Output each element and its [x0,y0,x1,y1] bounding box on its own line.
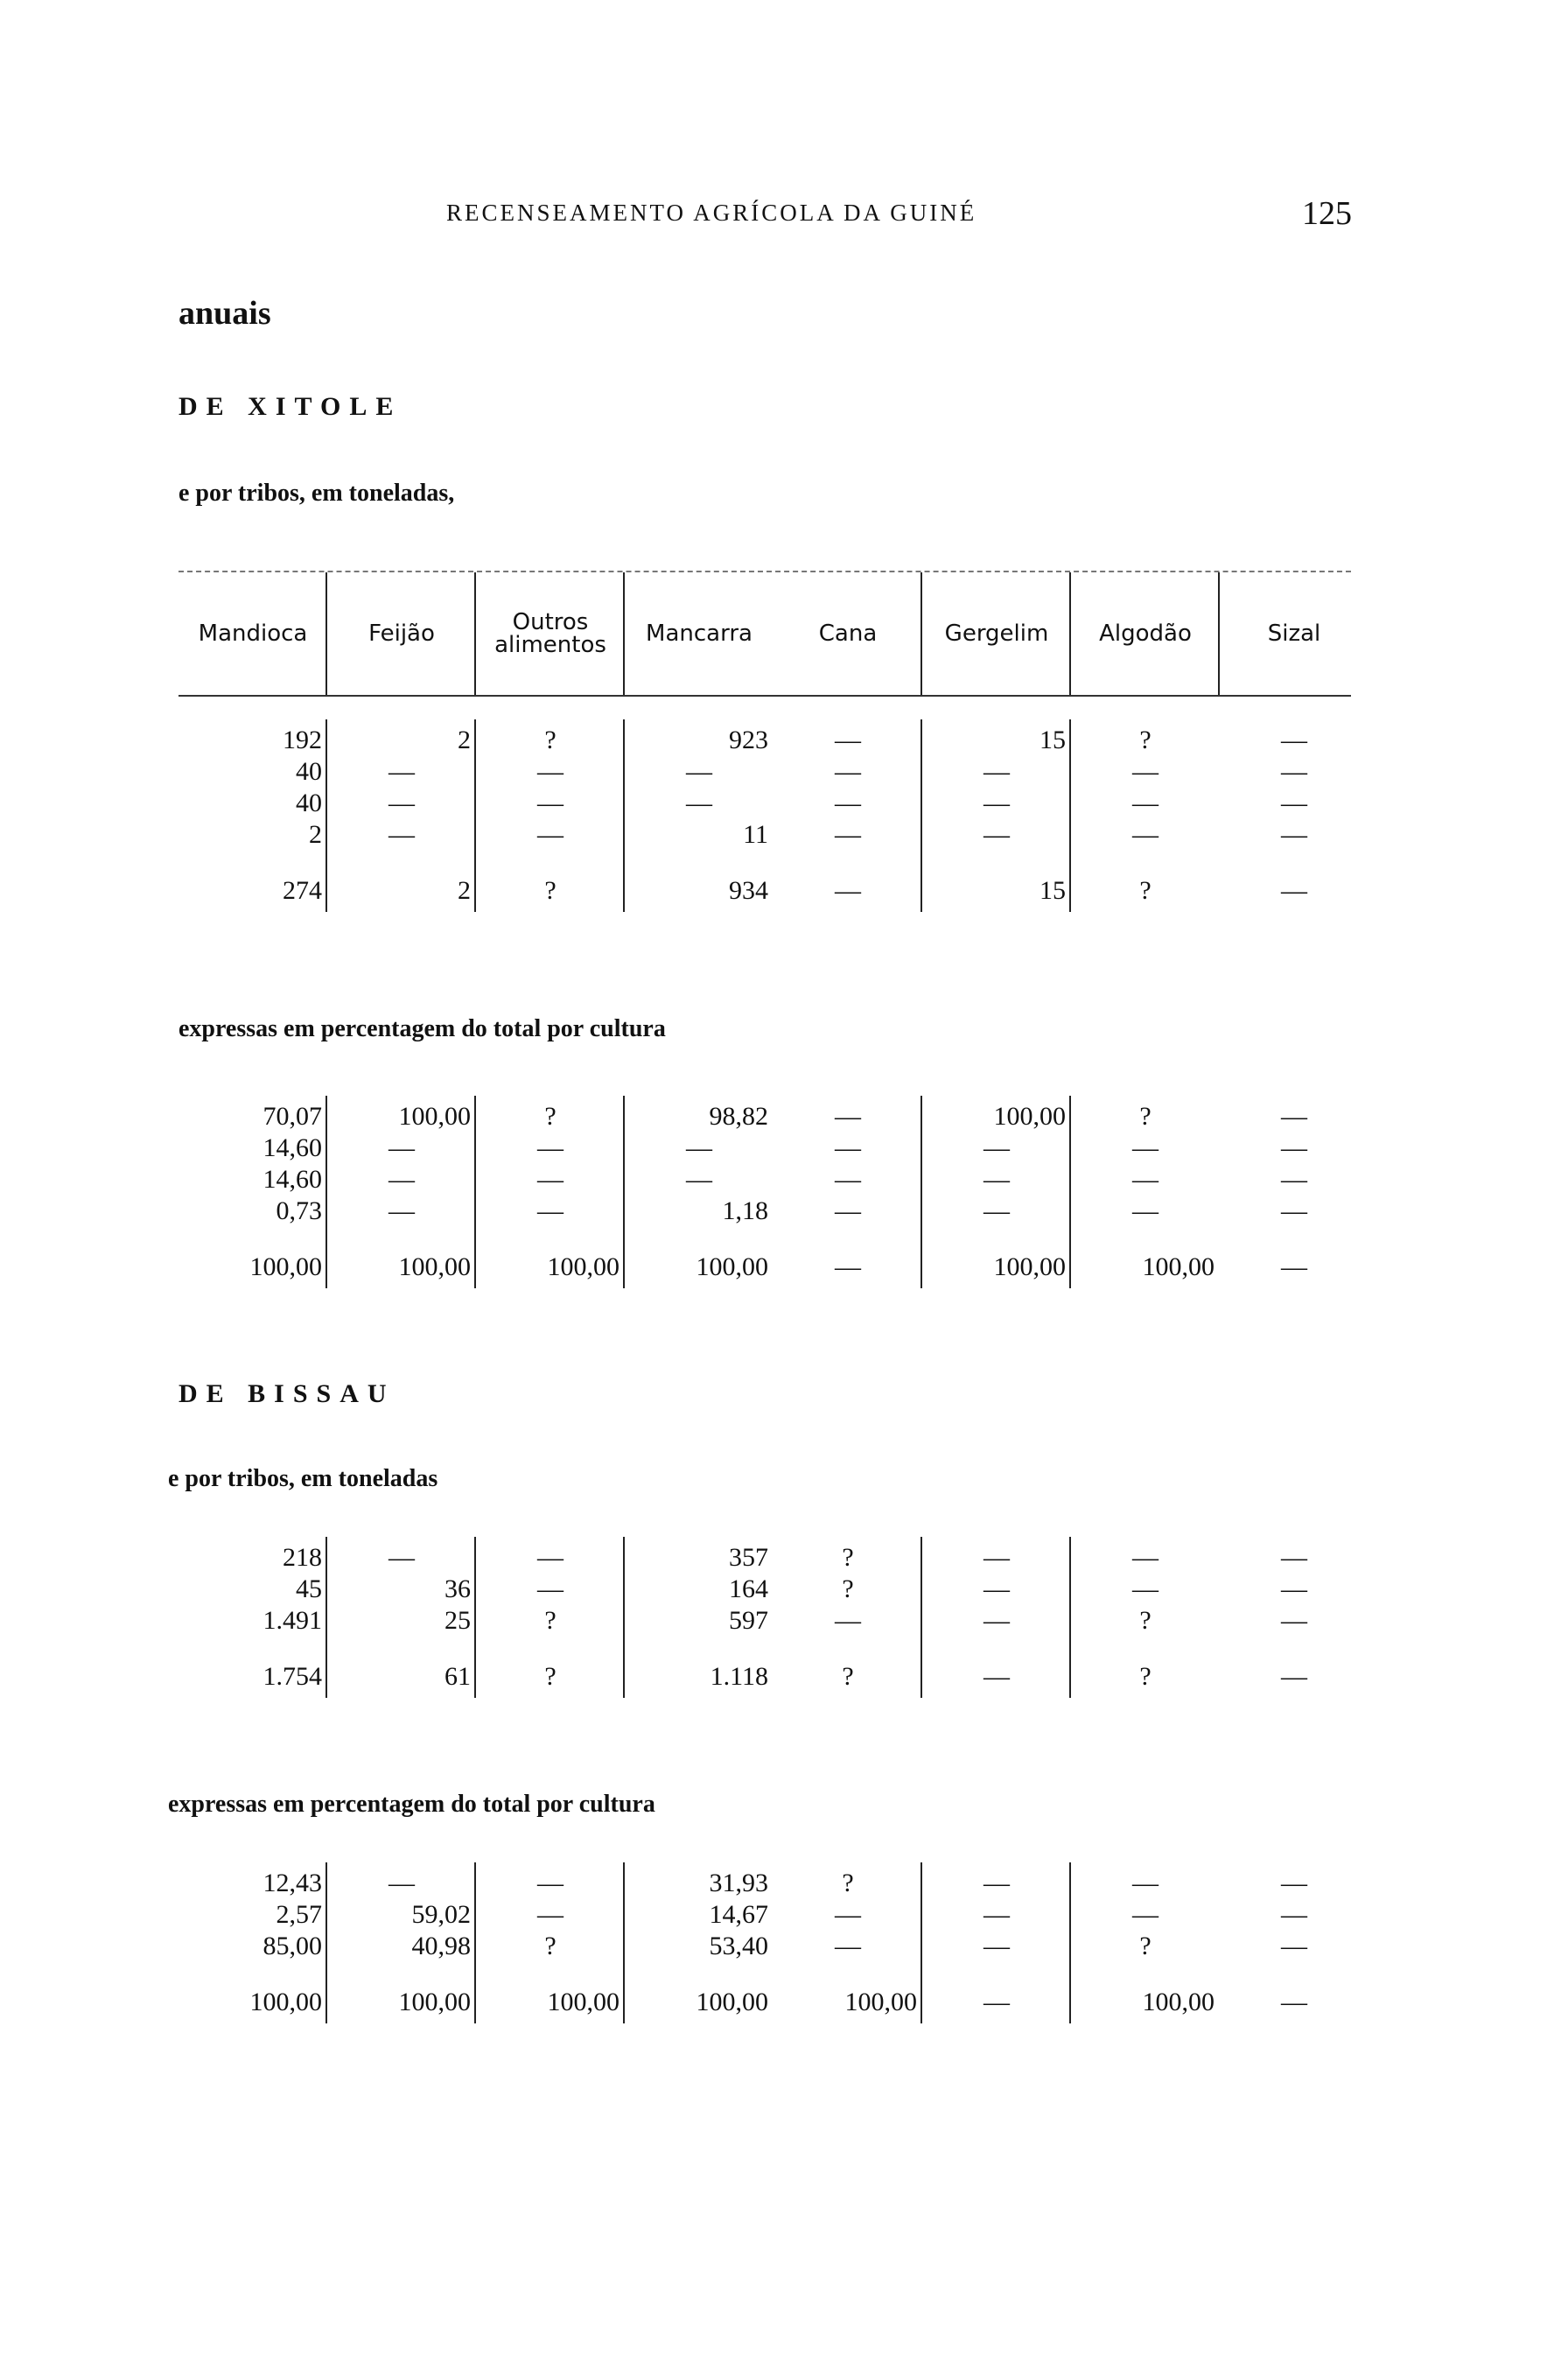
xitole-tons-cell-algodao: — [1132,789,1158,817]
bissau-tons-cell-feijao: 36 [444,1574,471,1603]
xitole-pct-cell-mancarra: — [686,1133,712,1162]
bissau-tons-cell-gergelim: — [984,1574,1010,1603]
bissau-tons-cell-mancarra: 164 [729,1574,768,1603]
bissau-pct-cell-feijao: 59,02 [411,1900,471,1929]
bissau-tons-cell-cana: ? [842,1574,854,1603]
column-rule [474,1862,476,2023]
xitole-pct-cell-feijao: 100,00 [398,1102,471,1131]
xitole-pct-cell-feijao: 100,00 [398,1252,471,1281]
xitole-pct-cell-mandioca: 70,07 [262,1102,322,1131]
xitole-pct-cell-outros-alimentos: ? [544,1102,556,1131]
xitole-pct-cell-cana: — [835,1102,861,1131]
bissau-pct-cell-cana: ? [842,1869,854,1897]
xitole-tons-cell-mancarra: — [686,789,712,817]
xitole-pct-cell-feijao: — [388,1165,415,1194]
bissau-pct-cell-mandioca: 12,43 [262,1869,322,1897]
xitole-tons-cell-sizal: — [1281,820,1307,849]
bissau-tons-cell-algodao: — [1132,1574,1158,1603]
bissau-pct-cell-cana: — [835,1932,861,1960]
xitole-tons-cell-algodao: ? [1139,726,1152,754]
bissau-pct-cell-feijao: 40,98 [411,1932,471,1960]
xitole-tons-cell-feijao: — [388,820,415,849]
bissau-tons-cell-cana: ? [842,1543,854,1572]
bissau-pct-cell-gergelim: — [984,1932,1010,1960]
column-rule [1069,1862,1071,2023]
xitole-tons-cell-mancarra: 923 [729,726,768,754]
xitole-tons-cell-gergelim: 15 [1040,726,1066,754]
column-rule [326,1096,327,1288]
xitole-pct-cell-gergelim: 100,00 [993,1102,1066,1131]
xitole-tons-cell-sizal: — [1281,757,1307,786]
bissau-tons-cell-gergelim: — [984,1606,1010,1635]
xitole-pct-cell-mandioca: 14,60 [262,1133,322,1162]
xitole-pct-cell-cana: — [835,1196,861,1225]
column-rule [920,1537,922,1698]
column-rule [1069,572,1071,695]
bissau-tons-cell-gergelim: — [984,1662,1010,1691]
xitole-tons-cell-sizal: — [1281,726,1307,754]
bissau-tons-cell-outros-alimentos: — [537,1574,564,1603]
bissau-tons-cell-mandioca: 218 [283,1543,322,1572]
bissau-pct-cell-cana: 100,00 [844,1988,917,2016]
column-header-cana: Cana [818,621,878,647]
xitole-pct-cell-outros-alimentos: — [537,1165,564,1194]
xitole-pct-cell-outros-alimentos: 100,00 [547,1252,620,1281]
bissau-tons-total-row [178,1661,1351,1693]
xitole-pct-cell-sizal: — [1281,1252,1307,1281]
xitole-tons-cell-mancarra: 934 [729,876,768,905]
xitole-pct-cell-outros-alimentos: — [537,1196,564,1225]
bissau-tons-cell-sizal: — [1281,1606,1307,1635]
xitole-pct-cell-algodao: 100,00 [1142,1252,1214,1281]
bissau-tons-row [178,1605,1351,1637]
bissau-tons-cell-feijao: — [388,1543,415,1572]
bissau-pct-cell-cana: — [835,1900,861,1929]
bissau-tons-row [178,1574,1351,1605]
column-header-mandioca: Mandioca [198,621,308,647]
column-rule [623,719,625,912]
xitole-pct-cell-gergelim: — [984,1133,1010,1162]
bissau-pct-cell-gergelim: — [984,1900,1010,1929]
bissau-pct-table [178,1868,1351,2018]
bissau-pct-cell-sizal: — [1281,1988,1307,2016]
xitole-pct-row [178,1132,1351,1164]
bissau-pct-cell-gergelim: — [984,1988,1010,2016]
xitole-tons-cell-mancarra: — [686,757,712,786]
subtitle-bissau-tons: e por tribos, em toneladas [168,1465,438,1492]
bissau-tons-cell-mancarra: 597 [729,1606,768,1635]
xitole-tons-cell-outros-alimentos: ? [544,876,556,905]
bissau-tons-cell-gergelim: — [984,1543,1010,1572]
bissau-tons-cell-feijao: 25 [444,1606,471,1635]
column-rule [474,1537,476,1698]
xitole-tons-cell-feijao: — [388,789,415,817]
xitole-tons-cell-cana: — [835,757,861,786]
xitole-pct-cell-mandioca: 14,60 [262,1165,322,1194]
xitole-pct-cell-algodao: ? [1139,1102,1152,1131]
xitole-tons-row [178,725,1351,756]
bissau-pct-cell-outros-alimentos: — [537,1900,564,1929]
column-header-gergelim: Gergelim [944,621,1049,647]
xitole-tons-row [178,788,1351,819]
xitole-tons-cell-gergelim: — [984,820,1010,849]
column-rule [623,1537,625,1698]
column-rule [920,1096,922,1288]
bissau-tons-cell-outros-alimentos: ? [544,1606,556,1635]
xitole-tons-cell-feijao: 2 [458,726,471,754]
column-rule [1218,572,1220,695]
xitole-tons-cell-mandioca: 274 [283,876,322,905]
column-rule [623,572,625,695]
xitole-pct-table [178,1101,1351,1283]
bissau-pct-cell-algodao: ? [1139,1932,1152,1960]
bissau-pct-cell-sizal: — [1281,1932,1307,1960]
bissau-pct-cell-feijao: 100,00 [398,1988,471,2016]
bissau-tons-cell-algodao: ? [1139,1662,1152,1691]
column-rule [1069,1537,1071,1698]
xitole-pct-cell-gergelim: — [984,1165,1010,1194]
xitole-pct-cell-mancarra: 1,18 [722,1196,768,1225]
bissau-tons-cell-sizal: — [1281,1574,1307,1603]
xitole-pct-total-row [178,1252,1351,1283]
xitole-tons-cell-sizal: — [1281,876,1307,905]
xitole-tons-cell-mancarra: 11 [743,820,768,849]
bissau-pct-cell-mancarra: 14,67 [709,1900,768,1929]
column-rule [623,1096,625,1288]
bissau-tons-cell-sizal: — [1281,1543,1307,1572]
bissau-tons-cell-sizal: — [1281,1662,1307,1691]
bissau-pct-total-row [178,1987,1351,2018]
bissau-tons-cell-outros-alimentos: ? [544,1662,556,1691]
section-title-bissau: DE BISSAU [178,1379,396,1408]
bissau-pct-cell-mandioca: 100,00 [249,1988,322,2016]
xitole-pct-cell-mancarra: — [686,1165,712,1194]
bissau-pct-cell-algodao: 100,00 [1142,1988,1214,2016]
xitole-tons-cell-gergelim: — [984,789,1010,817]
xitole-tons-cell-gergelim: — [984,757,1010,786]
xitole-pct-cell-algodao: — [1132,1196,1158,1225]
xitole-tons-cell-cana: — [835,726,861,754]
bissau-tons-cell-mancarra: 1.118 [710,1662,768,1691]
bissau-pct-cell-gergelim: — [984,1869,1010,1897]
xitole-tons-cell-feijao: 2 [458,876,471,905]
xitole-pct-cell-sizal: — [1281,1165,1307,1194]
column-header-row [178,571,1351,697]
bissau-tons-cell-algodao: ? [1139,1606,1152,1635]
xitole-tons-cell-feijao: — [388,757,415,786]
bissau-tons-cell-mandioca: 1.491 [262,1606,322,1635]
xitole-tons-cell-algodao: ? [1139,876,1152,905]
bissau-pct-row [178,1931,1351,1962]
column-rule [474,1096,476,1288]
bissau-pct-cell-algodao: — [1132,1869,1158,1897]
column-rule [1069,1096,1071,1288]
column-header-outros-alimentos: Outros alimentos [494,609,606,658]
xitole-tons-row [178,819,1351,851]
bissau-tons-cell-algodao: — [1132,1543,1158,1572]
xitole-pct-cell-mandioca: 100,00 [249,1252,322,1281]
xitole-tons-cell-gergelim: 15 [1040,876,1066,905]
xitole-pct-cell-gergelim: 100,00 [993,1252,1066,1281]
bissau-pct-cell-feijao: — [388,1869,415,1897]
xitole-tons-cell-cana: — [835,820,861,849]
xitole-tons-cell-algodao: — [1132,757,1158,786]
bissau-tons-row [178,1542,1351,1574]
subtitle-xitole-pct: expressas em percentagem do total por cultura [178,1015,666,1042]
xitole-pct-row [178,1101,1351,1132]
section-title-xitole: DE XITOLE [178,392,402,421]
bissau-pct-cell-algodao: — [1132,1900,1158,1929]
bissau-pct-cell-outros-alimentos: 100,00 [547,1988,620,2016]
bissau-pct-cell-sizal: — [1281,1900,1307,1929]
xitole-tons-cell-algodao: — [1132,820,1158,849]
xitole-tons-cell-outros-alimentos: ? [544,726,556,754]
xitole-pct-cell-cana: — [835,1165,861,1194]
column-header-feijao: Feijão [368,621,435,647]
xitole-pct-cell-cana: — [835,1252,861,1281]
column-rule [920,1862,922,2023]
column-rule [326,572,327,695]
bissau-pct-cell-mancarra: 31,93 [709,1869,768,1897]
xitole-tons-cell-mandioca: 40 [296,757,322,786]
bissau-pct-cell-mandioca: 85,00 [262,1932,322,1960]
bissau-tons-cell-mandioca: 1.754 [262,1662,322,1691]
bissau-tons-cell-feijao: 61 [444,1662,471,1691]
xitole-tons-row [178,756,1351,788]
heading-anuais: anuais [178,295,271,332]
subtitle-bissau-pct: expressas em percentagem do total por cultura [168,1791,655,1818]
bissau-tons-cell-outros-alimentos: — [537,1543,564,1572]
column-rule [474,572,476,695]
xitole-pct-cell-gergelim: — [984,1196,1010,1225]
xitole-pct-row [178,1164,1351,1196]
bissau-pct-cell-sizal: — [1281,1869,1307,1897]
xitole-pct-cell-algodao: — [1132,1133,1158,1162]
column-rule [920,572,922,695]
bissau-pct-row [178,1899,1351,1931]
xitole-pct-cell-algodao: — [1132,1165,1158,1194]
xitole-pct-cell-mandioca: 0,73 [276,1196,322,1225]
bissau-pct-cell-mancarra: 100,00 [696,1988,768,2016]
bissau-tons-cell-cana: ? [842,1662,854,1691]
bissau-pct-cell-outros-alimentos: — [537,1869,564,1897]
xitole-tons-cell-cana: — [835,789,861,817]
subtitle-xitole-tons: e por tribos, em toneladas, [178,480,455,507]
bissau-tons-cell-mancarra: 357 [729,1543,768,1572]
xitole-pct-cell-sizal: — [1281,1102,1307,1131]
bissau-tons-cell-cana: — [835,1606,861,1635]
column-rule [326,1537,327,1698]
column-rule [1069,719,1071,912]
column-header-algodao: Algodão [1099,621,1192,647]
column-rule [474,719,476,912]
column-rule [326,1862,327,2023]
xitole-pct-cell-sizal: — [1281,1133,1307,1162]
xitole-tons-cell-mandioca: 192 [283,726,322,754]
bissau-pct-row [178,1868,1351,1899]
column-rule [326,719,327,912]
bissau-pct-cell-mandioca: 2,57 [276,1900,322,1929]
column-header-mancarra: Mancarra [646,621,752,647]
bissau-tons-cell-mandioca: 45 [296,1574,322,1603]
xitole-pct-cell-mancarra: 100,00 [696,1252,768,1281]
xitole-tons-cell-mandioca: 2 [309,820,322,849]
xitole-pct-cell-outros-alimentos: — [537,1133,564,1162]
xitole-tons-cell-outros-alimentos: — [537,757,564,786]
xitole-pct-cell-mancarra: 98,82 [709,1102,768,1131]
xitole-pct-cell-feijao: — [388,1133,415,1162]
xitole-pct-cell-cana: — [835,1133,861,1162]
bissau-pct-cell-outros-alimentos: ? [544,1932,556,1960]
xitole-tons-cell-mandioca: 40 [296,789,322,817]
xitole-pct-cell-sizal: — [1281,1196,1307,1225]
xitole-tons-cell-cana: — [835,876,861,905]
xitole-pct-row [178,1196,1351,1227]
xitole-tons-cell-outros-alimentos: — [537,820,564,849]
column-header-sizal: Sizal [1267,621,1321,647]
xitole-tons-table [178,725,1351,907]
xitole-pct-cell-feijao: — [388,1196,415,1225]
column-rule [920,719,922,912]
bissau-tons-table [178,1542,1351,1693]
running-title: RECENSEAMENTO AGRÍCOLA DA GUINÉ [446,200,977,226]
page-number: 125 [1302,195,1352,232]
xitole-tons-total-row [178,875,1351,907]
bissau-pct-cell-mancarra: 53,40 [709,1932,768,1960]
xitole-tons-cell-sizal: — [1281,789,1307,817]
column-rule [623,1862,625,2023]
xitole-tons-cell-outros-alimentos: — [537,789,564,817]
